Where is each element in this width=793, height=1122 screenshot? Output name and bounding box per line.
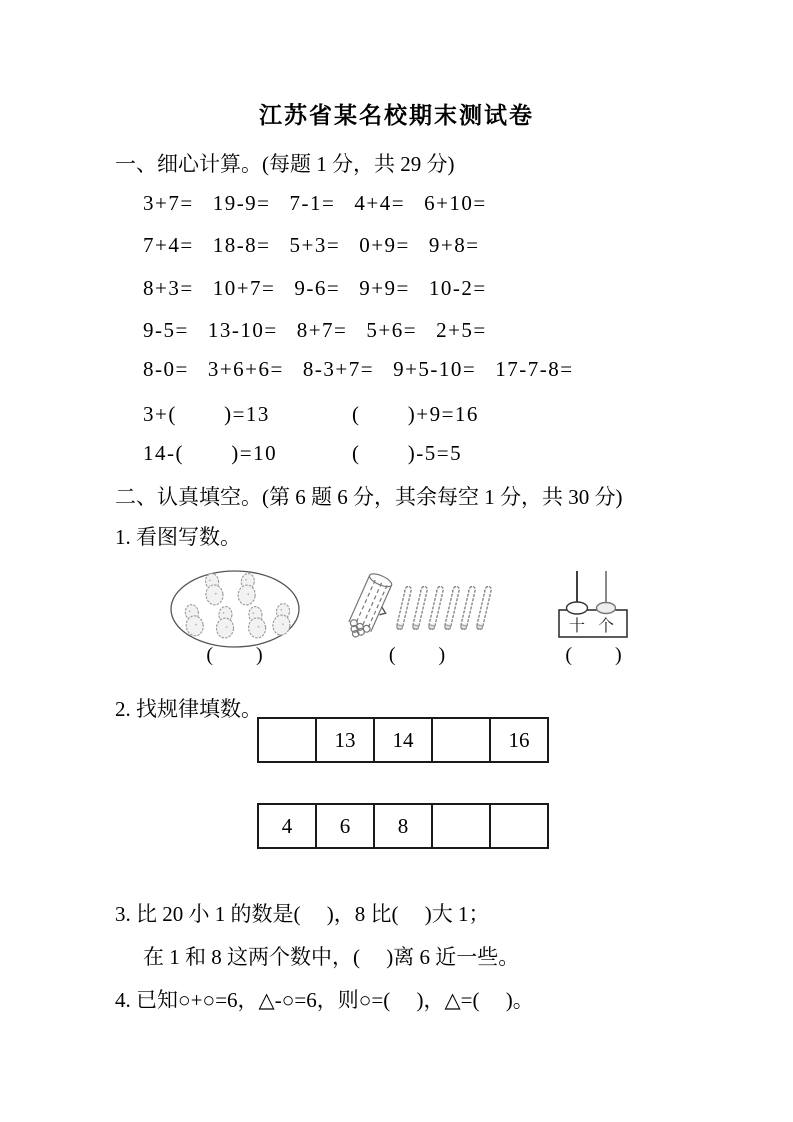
tens-label: 十 xyxy=(568,618,586,635)
fill-equation: 14-( )=10 xyxy=(143,441,278,465)
section2-heading: 二、认真填空。(第 6 题 6 分，其余每空 1 分，共 30 分) xyxy=(115,485,623,509)
peanut-icon xyxy=(247,606,267,639)
equation: 9+8= xyxy=(428,233,480,257)
loose-sticks-icons xyxy=(396,586,492,630)
question2-label: 2. 找规律填数。 xyxy=(115,697,262,721)
tens-bead-icon xyxy=(567,602,588,614)
page-title: 江苏省某名校期末测试卷 xyxy=(259,103,534,128)
equation: 18-8= xyxy=(212,233,271,257)
equation: 2+5= xyxy=(436,318,487,342)
calc-row-5 xyxy=(143,357,574,382)
pattern-cell xyxy=(258,718,316,762)
stick-bundle-icon xyxy=(344,571,399,644)
pattern-cell: 8 xyxy=(374,804,432,848)
pattern-cell xyxy=(432,718,490,762)
pattern-cell: 6 xyxy=(316,804,374,848)
question3-line2: 在 1 和 8 这两个数中，( )离 6 近一些。 xyxy=(143,945,520,969)
equation: 4+4= xyxy=(354,191,406,215)
calc-row-2 xyxy=(143,233,480,258)
fill-equation: ( )+9=16 xyxy=(352,402,479,426)
place-value-counter-figure xyxy=(546,563,640,643)
equation: 0+9= xyxy=(359,233,410,257)
answer-blank: ( ) xyxy=(388,644,447,666)
equation: 7-1= xyxy=(289,191,336,215)
equation: 9+5-10= xyxy=(393,357,477,381)
fill-equation: 3+( )=13 xyxy=(143,402,270,426)
peanut-icon xyxy=(203,572,224,606)
equation: 13-10= xyxy=(207,318,278,342)
question4-line: 4. 已知○+○=6，△-○=6，则○=( )，△=( )。 xyxy=(115,988,534,1012)
pattern-cell: 4 xyxy=(258,804,316,848)
number-pattern-strip-2 xyxy=(257,803,549,849)
equation: 10+7= xyxy=(212,276,276,300)
fill-equation: ( )-5=5 xyxy=(352,441,463,465)
equation: 3+7= xyxy=(143,191,194,215)
peanut-icon xyxy=(216,606,235,639)
peanut-icon xyxy=(237,573,258,606)
question1-label: 1. 看图写数。 xyxy=(115,525,241,549)
pattern-cell: 13 xyxy=(316,718,374,762)
equation: 8-3+7= xyxy=(302,357,375,381)
calc-row-1 xyxy=(143,191,487,216)
equation: 8+3= xyxy=(143,276,194,300)
ones-bead-icon xyxy=(597,603,616,614)
equation: 7+4= xyxy=(143,233,194,257)
sticks-bundle-figure xyxy=(338,570,496,644)
calc-row-4 xyxy=(143,318,487,343)
equation: 3+6+6= xyxy=(207,357,284,381)
equation: 8+7= xyxy=(296,318,348,342)
equation: 17-7-8= xyxy=(495,357,574,381)
equation: 10-2= xyxy=(428,276,487,300)
pattern-cell xyxy=(432,804,490,848)
equation: 8-0= xyxy=(143,357,189,381)
equation: 5+6= xyxy=(366,318,418,342)
peanut-icon xyxy=(183,603,205,637)
pattern-cell: 14 xyxy=(374,718,432,762)
answer-blank: ( ) xyxy=(565,644,623,666)
pattern-cell: 16 xyxy=(490,718,548,762)
equation: 19-9= xyxy=(212,191,271,215)
section1-heading: 一、细心计算。(每题 1 分，共 29 分) xyxy=(115,152,455,176)
question3-line1: 3. 比 20 小 1 的数是( )，8 比( )大 1； xyxy=(115,902,490,926)
counting-objects-figure xyxy=(163,558,305,652)
pattern-cell xyxy=(490,804,548,848)
equation: 9-6= xyxy=(294,276,341,300)
fill-blank-row-2 xyxy=(0,441,793,471)
equation: 9+9= xyxy=(359,276,410,300)
equation: 5+3= xyxy=(289,233,341,257)
calc-row-3 xyxy=(143,276,487,301)
equation: 6+10= xyxy=(424,191,487,215)
equation: 9-5= xyxy=(143,318,189,342)
answer-blank: ( ) xyxy=(206,644,264,666)
ones-label: 个 xyxy=(597,618,615,635)
peanut-icon xyxy=(271,602,293,636)
fill-blank-row-1 xyxy=(0,402,793,432)
number-pattern-strip-1 xyxy=(257,717,549,763)
